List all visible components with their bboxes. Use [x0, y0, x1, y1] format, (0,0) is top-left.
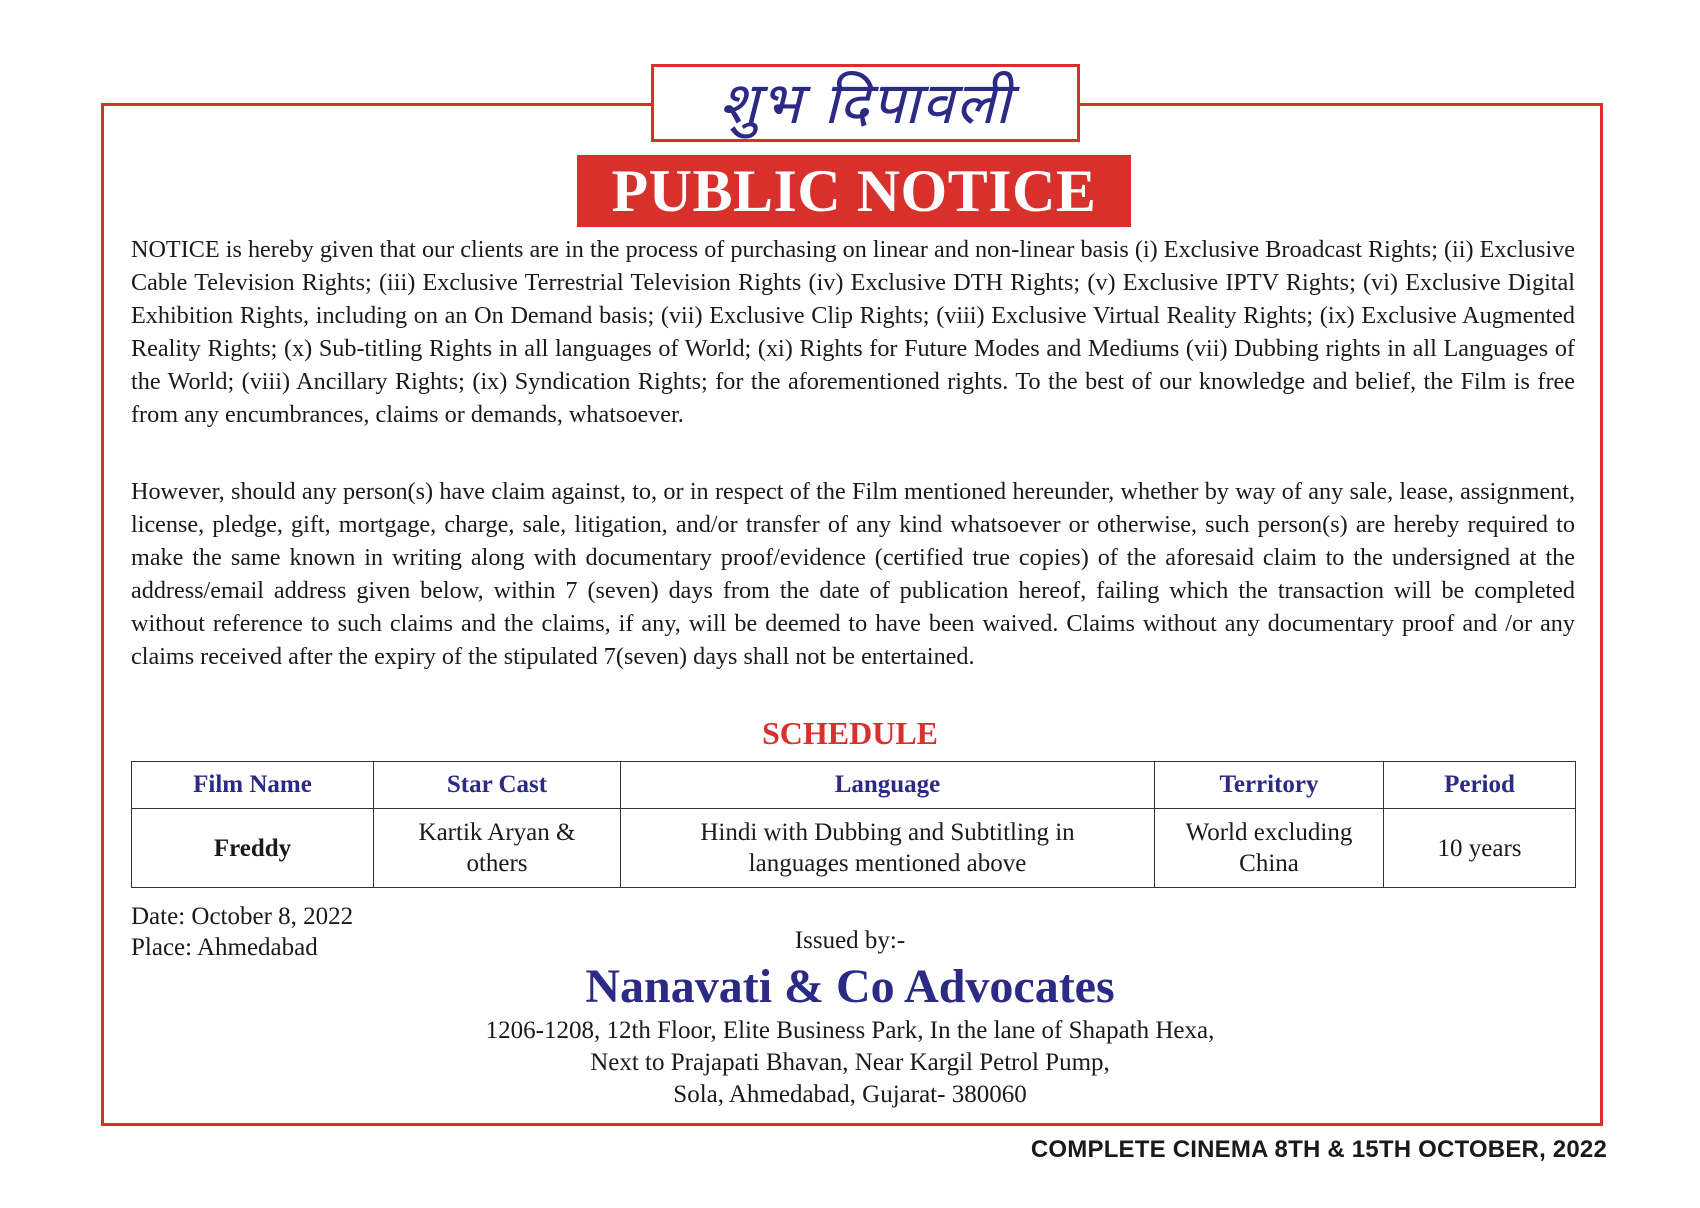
cell-film-name: Freddy — [132, 809, 374, 888]
cell-territory-line-2: China — [1239, 850, 1299, 877]
notice-date: Date: October 8, 2022 — [131, 903, 354, 930]
table-row — [132, 809, 1576, 888]
firm-name: Nanavati & Co Advocates — [585, 960, 1115, 1013]
cell-language-line-2: languages mentioned above — [748, 850, 1027, 877]
cell-territory — [1155, 809, 1384, 888]
issued-by-label: Issued by:- — [794, 927, 906, 954]
publication-footer: COMPLETE CINEMA 8TH & 15TH OCTOBER, 2022 — [1030, 1136, 1607, 1163]
diwali-greeting-text: शुभ दिपावली — [718, 69, 1013, 137]
schedule-table — [131, 761, 1576, 888]
column-header-period: Period — [1384, 762, 1576, 809]
cell-star-cast-line-2: others — [466, 850, 528, 877]
schedule-heading: SCHEDULE — [761, 715, 939, 751]
column-header-film-name: Film Name — [132, 762, 374, 809]
cell-star-cast-line-1: Kartik Aryan & — [418, 819, 576, 846]
page-title: PUBLIC NOTICE — [577, 155, 1131, 227]
column-header-territory: Territory — [1155, 762, 1384, 809]
cell-star-cast — [374, 809, 621, 888]
table-header-row — [132, 762, 1576, 809]
diwali-greeting-box — [651, 64, 1080, 142]
cell-period: 10 years — [1384, 809, 1576, 888]
column-header-star-cast: Star Cast — [374, 762, 621, 809]
column-header-language: Language — [621, 762, 1155, 809]
firm-address — [0, 1015, 1700, 1111]
cell-language-line-1: Hindi with Dubbing and Subtitling in — [700, 819, 1075, 846]
address-line-2: Next to Prajapati Bhavan, Near Kargil Petrol Pump, — [590, 1049, 1110, 1076]
address-line-3: Sola, Ahmedabad, Gujarat- 380060 — [673, 1081, 1027, 1108]
notice-paragraph-2: However, should any person(s) have claim against, to, or in respect of the Film mentioned hereunder, whether by way of any sale, lease, assignment, license, pledge, gift, mortgage, charge, sale, litigation, and/or transfer of any kind whatsoever or otherwise, such person(s) are hereby required to make the same known in writing along with documentary proof/evidence (certified true copies) of the aforesaid claim to the undersigned at the address/email address given below, within 7 (seven) days from the date of publication hereof, failing which the transaction will be completed without reference to such claims and the claims, if any, will be deemed to have been waived. Claims without any documentary proof and /or any claims received after the expiry of the stipulated 7(seven) days shall not be entertained. — [131, 478, 1575, 670]
address-line-1: 1206-1208, 12th Floor, Elite Business Park, In the lane of Shapath Hexa, — [485, 1017, 1215, 1044]
cell-language — [621, 809, 1155, 888]
notice-paragraph-1: NOTICE is hereby given that our clients are in the process of purchasing on linear and non-linear basis (i) Exclusive Broadcast Rights; (ii) Exclusive Cable Television Rights; (iii) Exclusive Terrestrial Television Rights (iv) Exclusive DTH Rights; (v) Exclusive IPTV Rights; (vi) Exclusive Digital Exhibition Rights, including on an On Demand basis; (vii) Exclusive Clip Rights; (viii) Exclusive Virtual Reality Rights; (ix) Exclusive Augmented Reality Rights; (x) Sub-titling Rights in all languages of World; (xi) Rights for Future Modes and Mediums (vii) Dubbing rights in all Languages of the World; (viii) Ancillary Rights; (ix) Syndication Rights; for the aforementioned rights. To the best of our knowledge and belief, the Film is free from any encumbrances, claims or demands, whatsoever. — [131, 236, 1575, 428]
notice-place: Place: Ahmedabad — [131, 934, 318, 961]
cell-territory-line-1: World excluding — [1185, 819, 1353, 846]
